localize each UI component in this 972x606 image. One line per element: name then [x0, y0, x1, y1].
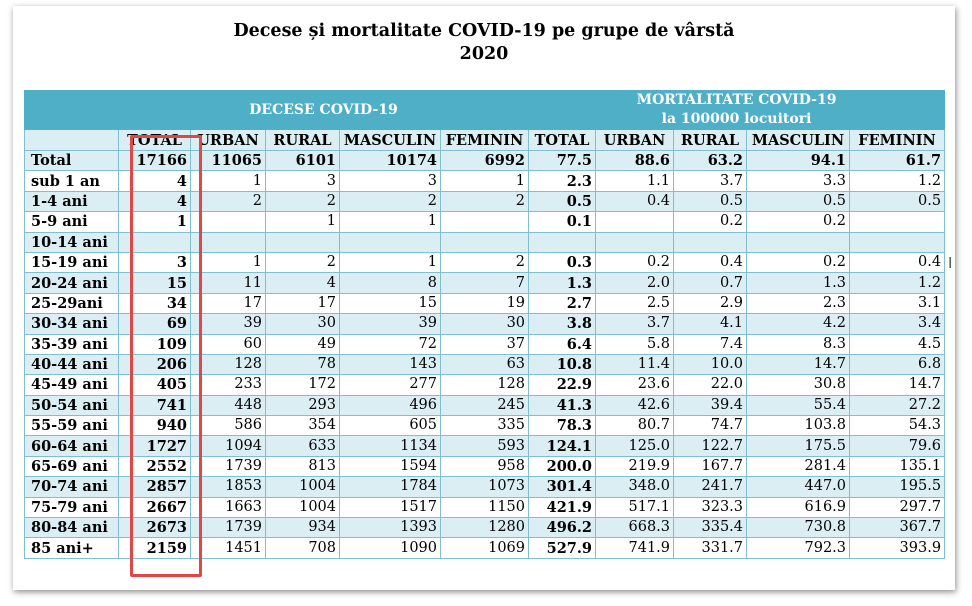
- table-cell: 0.1: [529, 212, 596, 232]
- table-cell: 517.1: [596, 497, 674, 517]
- row-label: 20-24 ani: [25, 273, 119, 293]
- table-cell: 1090: [340, 538, 441, 558]
- table-cell: 0.5: [674, 191, 747, 211]
- section-header-row: [25, 91, 945, 130]
- table-cell: 1094: [191, 436, 266, 456]
- column-header-masculin-mortality: MASCULIN: [747, 130, 850, 151]
- table-cell: 2667: [119, 497, 191, 517]
- title-line-2: 2020: [459, 44, 509, 64]
- table-cell: 17: [191, 293, 266, 313]
- table-cell: 37: [441, 334, 529, 354]
- table-row: [25, 171, 945, 191]
- table-cell: 30: [266, 314, 340, 334]
- table-cell: 293: [266, 395, 340, 415]
- table-cell: 63: [441, 354, 529, 374]
- table-cell: 1784: [340, 477, 441, 497]
- table-row: [25, 191, 945, 211]
- table-cell: 1393: [340, 518, 441, 538]
- table-cell: 103.8: [747, 416, 850, 436]
- table-cell: 367.7: [850, 518, 945, 538]
- column-header-urban-mortality: URBAN: [596, 130, 674, 151]
- table-cell: 8.3: [747, 334, 850, 354]
- table-row: [25, 538, 945, 558]
- table-row: [25, 273, 945, 293]
- row-label: sub 1 an: [25, 171, 119, 191]
- table-cell: 30.8: [747, 375, 850, 395]
- table-cell: 813: [266, 456, 340, 476]
- row-label: 85 ani+: [25, 538, 119, 558]
- table-cell: 4: [119, 171, 191, 191]
- table-cell: 1.2: [850, 273, 945, 293]
- table-cell: 448: [191, 395, 266, 415]
- table-row: [25, 314, 945, 334]
- column-header-rural-deaths: RURAL: [266, 130, 340, 151]
- table-cell: 323.3: [674, 497, 747, 517]
- document-title: [13, 20, 955, 66]
- table-cell: 934: [266, 518, 340, 538]
- table-cell: 2: [266, 252, 340, 272]
- row-label: 50-54 ani: [25, 395, 119, 415]
- row-label: 45-49 ani: [25, 375, 119, 395]
- table-cell: 1739: [191, 456, 266, 476]
- row-label: Total: [25, 151, 119, 171]
- table-cell: 586: [191, 416, 266, 436]
- table-cell: 55.4: [747, 395, 850, 415]
- table-cell: 2.7: [529, 293, 596, 313]
- table-cell: 0.4: [850, 252, 945, 272]
- table-cell: 124.1: [529, 436, 596, 456]
- table-cell: 3: [340, 171, 441, 191]
- table-cell: 741: [119, 395, 191, 415]
- table-cell: 0.4: [596, 191, 674, 211]
- table-cell: 3.1: [850, 293, 945, 313]
- row-label: 60-64 ani: [25, 436, 119, 456]
- table-cell: 109: [119, 334, 191, 354]
- table-cell: 22.9: [529, 375, 596, 395]
- table-cell: 1594: [340, 456, 441, 476]
- table-cell: 88.6: [596, 151, 674, 171]
- table-cell: [529, 232, 596, 252]
- table-cell: 730.8: [747, 518, 850, 538]
- table-cell: 708: [266, 538, 340, 558]
- table-cell: 2.0: [596, 273, 674, 293]
- table-cell: 8: [340, 273, 441, 293]
- table-cell: 94.1: [747, 151, 850, 171]
- table-cell: 1.3: [529, 273, 596, 293]
- table-cell: 2.3: [747, 293, 850, 313]
- table-cell: 277: [340, 375, 441, 395]
- table-cell: 3.3: [747, 171, 850, 191]
- table-cell: 1: [191, 252, 266, 272]
- table-body: [25, 151, 945, 559]
- table-cell: 195.5: [850, 477, 945, 497]
- table-cell: 19: [441, 293, 529, 313]
- table-cell: 301.4: [529, 477, 596, 497]
- table-row: [25, 151, 945, 171]
- table-cell: 6.8: [850, 354, 945, 374]
- table-cell: 72: [340, 334, 441, 354]
- table-cell: 1004: [266, 497, 340, 517]
- table-cell: 143: [340, 354, 441, 374]
- table-cell: 1: [340, 212, 441, 232]
- table-cell: 17166: [119, 151, 191, 171]
- table-cell: 17: [266, 293, 340, 313]
- table-cell: 6992: [441, 151, 529, 171]
- table-cell: 958: [441, 456, 529, 476]
- table-cell: 1663: [191, 497, 266, 517]
- table-cell: 2: [266, 191, 340, 211]
- table-cell: 2159: [119, 538, 191, 558]
- table-cell: [191, 212, 266, 232]
- table-row: [25, 375, 945, 395]
- table-cell: 23.6: [596, 375, 674, 395]
- table-cell: 1451: [191, 538, 266, 558]
- table-row: [25, 293, 945, 313]
- row-label: 55-59 ani: [25, 416, 119, 436]
- mortality-header-line-1: MORTALITATE COVID-19: [636, 92, 837, 108]
- table-cell: 41.3: [529, 395, 596, 415]
- table-cell: 1853: [191, 477, 266, 497]
- table-cell: 63.2: [674, 151, 747, 171]
- table-cell: 1.3: [747, 273, 850, 293]
- table-cell: 1739: [191, 518, 266, 538]
- row-label: 30-34 ani: [25, 314, 119, 334]
- table-cell: 61.7: [850, 151, 945, 171]
- table-cell: 2: [441, 191, 529, 211]
- table-cell: 2552: [119, 456, 191, 476]
- table-cell: 1: [119, 212, 191, 232]
- row-label: 10-14 ani: [25, 232, 119, 252]
- table-cell: 633: [266, 436, 340, 456]
- document-page: [13, 6, 955, 590]
- table-cell: 2: [340, 191, 441, 211]
- row-label: 25-29ani: [25, 293, 119, 313]
- table-row: [25, 334, 945, 354]
- table-cell: 135.1: [850, 456, 945, 476]
- row-label: 75-79 ani: [25, 497, 119, 517]
- table-cell: 741.9: [596, 538, 674, 558]
- row-label-header: [25, 91, 119, 130]
- column-header-row: [25, 130, 945, 151]
- table-cell: 15: [119, 273, 191, 293]
- table-cell: 354: [266, 416, 340, 436]
- table-row: [25, 232, 945, 252]
- table-cell: 496.2: [529, 518, 596, 538]
- table-cell: 241.7: [674, 477, 747, 497]
- table-cell: 593: [441, 436, 529, 456]
- table-cell: 0.2: [596, 252, 674, 272]
- table-cell: 1: [340, 252, 441, 272]
- table-cell: 331.7: [674, 538, 747, 558]
- table-cell: 297.7: [850, 497, 945, 517]
- table-cell: 39.4: [674, 395, 747, 415]
- table-cell: 4: [119, 191, 191, 211]
- table-cell: 1: [441, 171, 529, 191]
- table-cell: 167.7: [674, 456, 747, 476]
- table-cell: 3: [119, 252, 191, 272]
- table-cell: 2.9: [674, 293, 747, 313]
- table-cell: 3.4: [850, 314, 945, 334]
- table-cell: 219.9: [596, 456, 674, 476]
- table-cell: 42.6: [596, 395, 674, 415]
- table-row: [25, 456, 945, 476]
- row-label: 80-84 ani: [25, 518, 119, 538]
- table-row: [25, 477, 945, 497]
- table-cell: 74.7: [674, 416, 747, 436]
- table-row: [25, 497, 945, 517]
- table-row: [25, 416, 945, 436]
- mortality-table: [24, 90, 945, 559]
- table-cell: 2: [441, 252, 529, 272]
- table-cell: 0.2: [747, 212, 850, 232]
- table-cell: [674, 232, 747, 252]
- table-cell: 1073: [441, 477, 529, 497]
- table-cell: 39: [191, 314, 266, 334]
- table-row: [25, 395, 945, 415]
- table-cell: [266, 232, 340, 252]
- table-cell: 69: [119, 314, 191, 334]
- row-label: 40-44 ani: [25, 354, 119, 374]
- table-cell: 49: [266, 334, 340, 354]
- table-cell: 10.8: [529, 354, 596, 374]
- table-cell: 6101: [266, 151, 340, 171]
- table-cell: 2857: [119, 477, 191, 497]
- table-cell: 0.4: [674, 252, 747, 272]
- table-cell: 421.9: [529, 497, 596, 517]
- table-cell: 77.5: [529, 151, 596, 171]
- table-cell: 668.3: [596, 518, 674, 538]
- table-cell: 245: [441, 395, 529, 415]
- table-cell: 200.0: [529, 456, 596, 476]
- table-cell: 15: [340, 293, 441, 313]
- table-cell: [850, 232, 945, 252]
- column-header-total-mortality: TOTAL: [529, 130, 596, 151]
- table-cell: [119, 232, 191, 252]
- table-cell: 4.2: [747, 314, 850, 334]
- table-cell: 1280: [441, 518, 529, 538]
- table-cell: 2673: [119, 518, 191, 538]
- table-cell: 14.7: [850, 375, 945, 395]
- table-cell: 11.4: [596, 354, 674, 374]
- table-cell: 6.4: [529, 334, 596, 354]
- title-line-1: Decese și mortalitate COVID-19 pe grupe de vârstă: [233, 21, 735, 41]
- table-cell: 10.0: [674, 354, 747, 374]
- table-cell: 206: [119, 354, 191, 374]
- table-cell: 79.6: [850, 436, 945, 456]
- table-cell: 940: [119, 416, 191, 436]
- column-header-masculin-deaths: MASCULIN: [340, 130, 441, 151]
- table-cell: 1: [266, 212, 340, 232]
- mortality-section-header: [529, 91, 945, 130]
- row-label: 70-74 ani: [25, 477, 119, 497]
- table-cell: 14.7: [747, 354, 850, 374]
- table-cell: 122.7: [674, 436, 747, 456]
- table-cell: 605: [340, 416, 441, 436]
- table-cell: 1069: [441, 538, 529, 558]
- table-row: [25, 252, 945, 272]
- table-cell: [850, 212, 945, 232]
- table-cell: 4: [266, 273, 340, 293]
- table-cell: 0.5: [747, 191, 850, 211]
- table-cell: 2.3: [529, 171, 596, 191]
- table-cell: 39: [340, 314, 441, 334]
- table-cell: 0.7: [674, 273, 747, 293]
- table-row: [25, 518, 945, 538]
- table-cell: 393.9: [850, 538, 945, 558]
- table-cell: 0.2: [674, 212, 747, 232]
- table-cell: 3.7: [674, 171, 747, 191]
- table-cell: 496: [340, 395, 441, 415]
- table-cell: 0.3: [529, 252, 596, 272]
- table-cell: 1517: [340, 497, 441, 517]
- table-cell: 3.7: [596, 314, 674, 334]
- table-cell: 125.0: [596, 436, 674, 456]
- table-cell: 22.0: [674, 375, 747, 395]
- table-cell: 3: [266, 171, 340, 191]
- table-cell: 5.8: [596, 334, 674, 354]
- table-cell: 34: [119, 293, 191, 313]
- row-label: 15-19 ani: [25, 252, 119, 272]
- table-cell: [596, 212, 674, 232]
- table-cell: 1134: [340, 436, 441, 456]
- table-cell: 1: [191, 171, 266, 191]
- column-header-rural-mortality: RURAL: [674, 130, 747, 151]
- table-cell: 54.3: [850, 416, 945, 436]
- table-cell: 1.2: [850, 171, 945, 191]
- table-cell: 60: [191, 334, 266, 354]
- table-cell: [596, 232, 674, 252]
- table-cell: 2.5: [596, 293, 674, 313]
- table-cell: [340, 232, 441, 252]
- table-cell: 30: [441, 314, 529, 334]
- column-header-feminin-deaths: FEMININ: [441, 130, 529, 151]
- table-cell: 447.0: [747, 477, 850, 497]
- column-header-urban-deaths: URBAN: [191, 130, 266, 151]
- table-cell: 2: [191, 191, 266, 211]
- table-cell: 1727: [119, 436, 191, 456]
- row-label: 5-9 ani: [25, 212, 119, 232]
- mortality-header-line-2: la 100000 locuitori: [661, 111, 812, 127]
- table-cell: 527.9: [529, 538, 596, 558]
- table-cell: 78.3: [529, 416, 596, 436]
- table-cell: [191, 232, 266, 252]
- table-cell: 1004: [266, 477, 340, 497]
- column-header-feminin-mortality: FEMININ: [850, 130, 945, 151]
- table-cell: 3.8: [529, 314, 596, 334]
- text-cursor-icon: I: [948, 254, 953, 272]
- row-label: 35-39 ani: [25, 334, 119, 354]
- table-cell: 11: [191, 273, 266, 293]
- table-cell: 78: [266, 354, 340, 374]
- table-cell: 0.5: [850, 191, 945, 211]
- table-cell: 7: [441, 273, 529, 293]
- table-cell: 335.4: [674, 518, 747, 538]
- table-cell: 128: [191, 354, 266, 374]
- table-cell: [441, 212, 529, 232]
- table-row: [25, 354, 945, 374]
- deaths-section-header: DECESE COVID-19: [119, 91, 529, 130]
- table-cell: 616.9: [747, 497, 850, 517]
- table-cell: 11065: [191, 151, 266, 171]
- table-cell: 1.1: [596, 171, 674, 191]
- table-cell: 0.5: [529, 191, 596, 211]
- column-header-blank: [25, 130, 119, 151]
- table-row: [25, 212, 945, 232]
- table-cell: 233: [191, 375, 266, 395]
- table-row: [25, 436, 945, 456]
- table-cell: [441, 232, 529, 252]
- table-cell: 335: [441, 416, 529, 436]
- table-cell: [747, 232, 850, 252]
- table-cell: 405: [119, 375, 191, 395]
- table-cell: 172: [266, 375, 340, 395]
- table-cell: 80.7: [596, 416, 674, 436]
- table-cell: 281.4: [747, 456, 850, 476]
- table-cell: 348.0: [596, 477, 674, 497]
- table-cell: 4.1: [674, 314, 747, 334]
- row-label: 1-4 ani: [25, 191, 119, 211]
- table-cell: 175.5: [747, 436, 850, 456]
- table-cell: 0.2: [747, 252, 850, 272]
- table-cell: 792.3: [747, 538, 850, 558]
- row-label: 65-69 ani: [25, 456, 119, 476]
- table-cell: 128: [441, 375, 529, 395]
- table-cell: 10174: [340, 151, 441, 171]
- column-header-total-deaths: TOTAL: [119, 130, 191, 151]
- table-cell: 1150: [441, 497, 529, 517]
- table-cell: 7.4: [674, 334, 747, 354]
- table-cell: 4.5: [850, 334, 945, 354]
- table-cell: 27.2: [850, 395, 945, 415]
